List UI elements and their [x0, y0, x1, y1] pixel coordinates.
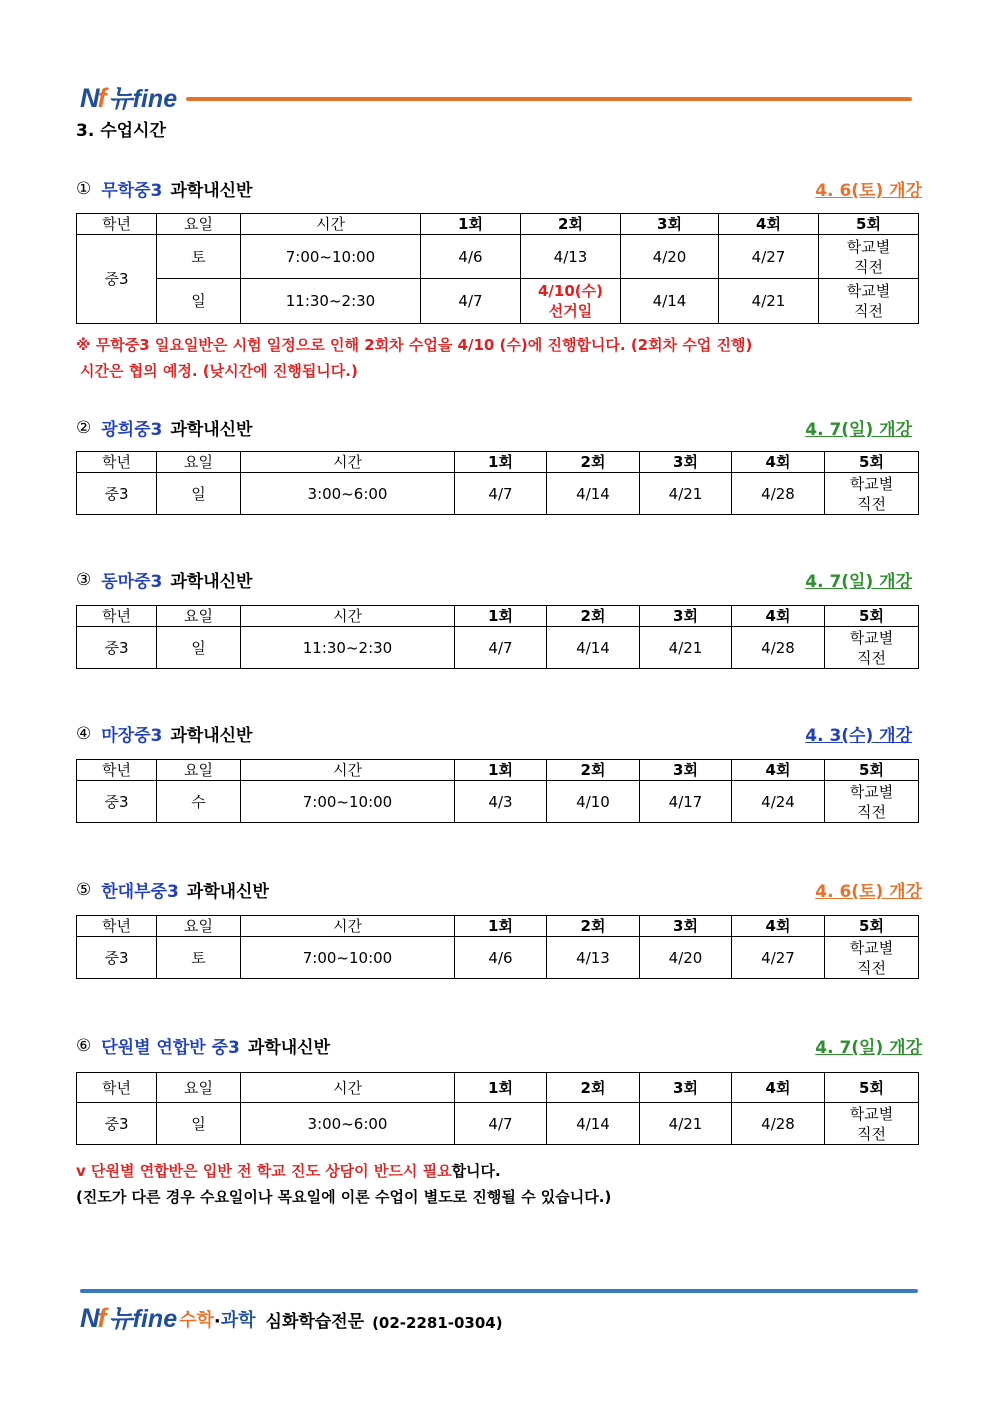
section-6-title: ⑥ 단원별 연합반 중3 과학내신반 [76, 1033, 330, 1058]
logo-mark: Nf [80, 83, 105, 113]
table-row: 중3 수 7:00~10:00 4/3 4/10 4/17 4/24 학교별 직전 [77, 781, 919, 823]
election-day-cell: 4/10(수) 선거일 [521, 279, 621, 324]
section-6-open-date: 4. 7(일) 개강 [815, 1038, 922, 1058]
table-row: 중3 일 3:00~6:00 4/7 4/14 4/21 4/28 학교별 직전 [77, 473, 919, 515]
school-name: 단원별 연합반 중3 [101, 1038, 240, 1058]
table-header-row: 학년 요일 시간 1회 2회 3회 4회 5회 [77, 214, 919, 235]
section-3-title: ③ 동마중3 과학내신반 [76, 567, 252, 592]
table-row: 중3 일 3:00~6:00 4/7 4/14 4/21 4/28 학교별 직전 [77, 1103, 919, 1145]
school-name: 동마중3 [101, 572, 163, 592]
table-header-row: 학년 요일 시간 1회 2회 3회 4회 5회 [77, 916, 919, 937]
table-header-row: 학년 요일 시간 1회 2회 3회 4회 5회 [77, 606, 919, 627]
footer-phone: (02-2281-0304) [372, 1314, 503, 1332]
section-3-table [76, 605, 919, 669]
section-5-table [76, 915, 919, 979]
section-1-note: ※ 무학중3 일요일반은 시험 일정으로 인해 2회차 수업을 4/10 (수)에 진행합니다. (2회차 수업 진행) 시간은 협의 예정. (낮시간에 진행됩니다.) [76, 336, 753, 380]
table-header-row: 학년 요일 시간 1회 2회 3회 4회 5회 [77, 452, 919, 473]
page-heading: 3. 수업시간 [76, 121, 166, 141]
school-name: 마장중3 [101, 726, 163, 746]
section-5-open-date: 4. 6(토) 개강 [815, 882, 922, 902]
section-4-title: ④ 마장중3 과학내신반 [76, 721, 252, 746]
section-2-table [76, 451, 919, 515]
section-3-open-date: 4. 7(일) 개강 [805, 572, 912, 592]
footer-logo: Nf 뉴fine [80, 1303, 178, 1333]
table-row: 중3 일 11:30~2:30 4/7 4/14 4/21 4/28 학교별 직전 [77, 627, 919, 669]
section-2-title: ② 광희중3 과학내신반 [76, 415, 252, 440]
school-name: 무학중3 [101, 181, 163, 201]
footer-tagline: 심화학습전문 [265, 1312, 365, 1332]
table-row: 일 11:30~2:30 4/7 4/10(수) 선거일 4/14 4/21 학교별 직전 [77, 279, 919, 324]
section-4-open-date: 4. 3(수) 개강 [805, 726, 912, 746]
section-4-table [76, 759, 919, 823]
logo-wordmark: 뉴fine [108, 85, 178, 113]
table-header-row: 학년 요일 시간 1회 2회 3회 4회 5회 [77, 1073, 919, 1103]
table-row: 중3 토 7:00~10:00 4/6 4/13 4/20 4/27 학교별 직전 [77, 235, 919, 279]
section-6-table [76, 1072, 919, 1145]
section-1-title: ① 무학중3 과학내신반 [76, 176, 252, 201]
table-row: 중3 토 7:00~10:00 4/6 4/13 4/20 4/27 학교별 직전 [77, 937, 919, 979]
footer: Nf 뉴fine 수학 · 과학 심화학습전문 (02-2281-0304) [80, 1300, 503, 1332]
table-header-row: 학년 요일 시간 1회 2회 3회 4회 5회 [77, 760, 919, 781]
section-6-note: v 단원별 연합반은 입반 전 학교 진도 상담이 반드시 필요합니다. (진도가 다른 경우 수요일이나 목요일에 이론 수업이 별도로 진행될 수 있습니다.) [76, 1162, 612, 1206]
footer-rule [80, 1289, 918, 1293]
school-name: 광희중3 [101, 420, 163, 440]
section-1-open-date: 4. 6(토) 개강 [815, 181, 922, 201]
section-1-table [76, 213, 919, 324]
section-2-open-date: 4. 7(일) 개강 [805, 420, 912, 440]
header-rule [186, 97, 912, 101]
brand-logo [80, 80, 177, 112]
section-5-title: ⑤ 한대부중3 과학내신반 [76, 877, 269, 902]
school-name: 한대부중3 [101, 882, 179, 902]
